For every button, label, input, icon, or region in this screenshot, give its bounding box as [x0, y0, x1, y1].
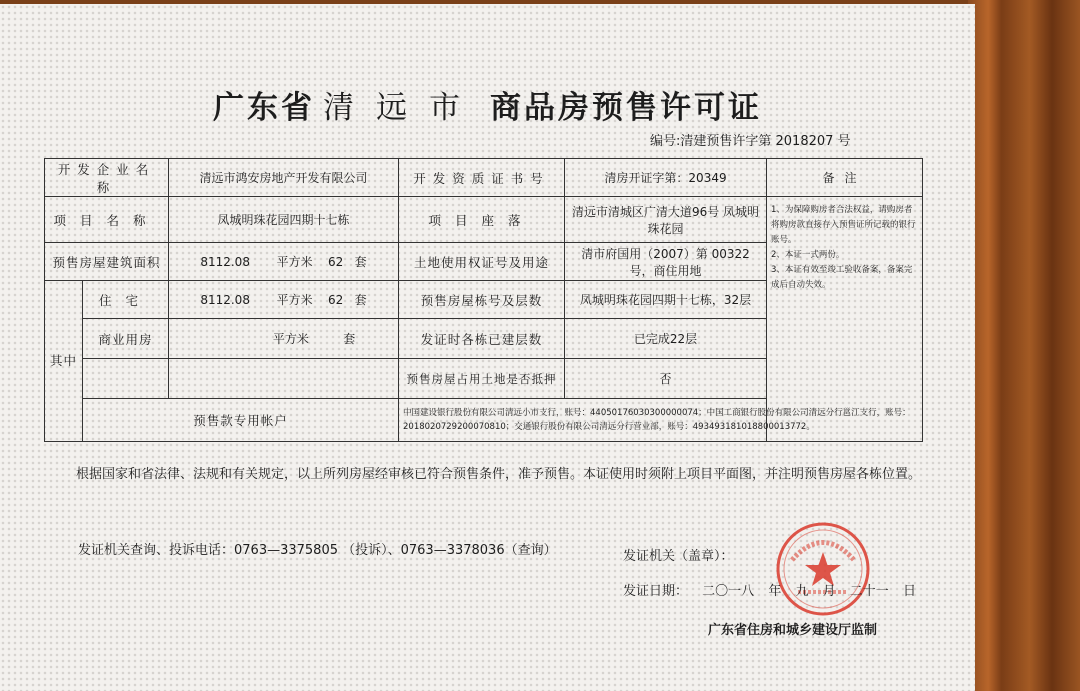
note-item: 2、本证一式两份。 — [771, 250, 845, 260]
residential-unit: 平方米 — [276, 293, 313, 307]
date-label: 发证日期： — [623, 584, 689, 599]
project-value: 凤城明珠花园四期十七栋 — [169, 197, 399, 243]
contact-line: 发证机关查询、投诉电话：0763—3375805 （投诉）、0763—3378036（查询） — [78, 543, 557, 558]
residential-label: 住宅 — [83, 281, 169, 319]
date-day-unit: 日 — [902, 584, 916, 599]
location-value: 清远市清城区广清大道96号 凤城明珠花园 — [565, 197, 767, 243]
building-value: 凤城明珠花园四期十七栋，32层 — [565, 281, 767, 319]
residential-count: 62 — [327, 293, 344, 307]
certificate-paper — [0, 4, 975, 691]
mortgage-label: 预售房屋占用土地是否抵押 — [399, 359, 565, 399]
issuer-label: 发证机关（盖章）： — [623, 549, 734, 564]
qualification-value: 清房开证字第：20349 — [565, 159, 767, 197]
empty-cell — [169, 359, 399, 399]
mortgage-value: 否 — [565, 359, 767, 399]
note-item: 1、为保障购房者合法权益，请购房者将购房款直接存入预售证所记载的银行账号。 — [771, 205, 916, 245]
developer-label: 开发企业名称 — [45, 159, 169, 197]
certificate-table — [44, 158, 923, 442]
title-prefix: 广东省 — [213, 90, 315, 126]
residential-area: 8112.08 — [200, 293, 250, 307]
building-label: 预售房屋栋号及层数 — [399, 281, 565, 319]
wooden-frame — [968, 0, 1080, 691]
official-seal — [774, 520, 872, 618]
title-city: 清远市 — [323, 90, 482, 126]
account-value: 中国建设银行股份有限公司清远小市支行，账号：44050176030300000074；中国工商银行股份有限公司清远分行邕江支行，账号：2018020729200070810；交通银行股份有限公司清远分行营业部，账号：493493181018800013772。 — [399, 399, 923, 442]
area-value-cell — [169, 243, 399, 281]
title-suffix: 商品房预售许可证 — [490, 90, 762, 126]
date-year: 二〇一八 — [702, 584, 755, 599]
notes-label: 备注 — [767, 159, 923, 197]
area-label: 预售房屋建筑面积 — [45, 243, 169, 281]
account-label: 预售款专用帐户 — [83, 399, 399, 442]
project-label: 项目名称 — [45, 197, 169, 243]
note-item: 3、本证有效至竣工验收备案，备案完成后自动失效。 — [771, 265, 913, 290]
location-label: 项目座落 — [399, 197, 565, 243]
area-value: 8112.08 — [200, 255, 250, 269]
qualification-label: 开发资质证书号 — [399, 159, 565, 197]
commercial-label: 商业用房 — [83, 319, 169, 359]
residential-set-unit: 套 — [354, 293, 367, 307]
date-year-unit: 年 — [768, 584, 782, 599]
area-count: 62 — [327, 255, 344, 269]
commercial-set-unit: 套 — [343, 332, 356, 346]
completed-value: 已完成22层 — [565, 319, 767, 359]
commercial-value-cell — [169, 319, 399, 359]
empty-cell — [83, 359, 169, 399]
land-value: 清市府国用（2007）第 00322 号，商住用地 — [565, 243, 767, 281]
area-unit: 平方米 — [276, 255, 313, 269]
among-label — [45, 281, 83, 442]
developer-value: 清远市鸿安房地产开发有限公司 — [169, 159, 399, 197]
date-month-unit: 月 — [822, 584, 836, 599]
certificate-title — [0, 82, 975, 127]
among-text: 其中 — [49, 353, 77, 368]
area-set-unit: 套 — [354, 255, 367, 269]
date-day: 二十一 — [849, 584, 889, 599]
commercial-unit: 平方米 — [272, 332, 309, 346]
legal-paragraph: 根据国家和省法律、法规和有关规定，以上所列房屋经审核已符合预售条件，准予预售。本证使用时须附上项目平面图，并注明预售房屋各栋位置。 — [76, 467, 922, 482]
completed-label: 发证时各栋已建层数 — [399, 319, 565, 359]
land-label: 土地使用权证号及用途 — [399, 243, 565, 281]
date-month: 九 — [795, 584, 809, 599]
supervisor-line: 广东省住房和城乡建设厅监制 — [708, 623, 878, 638]
serial-number: 编号:清建预售许字第 2018207 号 — [650, 134, 851, 149]
issue-date — [623, 580, 926, 599]
residential-value-cell — [169, 281, 399, 319]
